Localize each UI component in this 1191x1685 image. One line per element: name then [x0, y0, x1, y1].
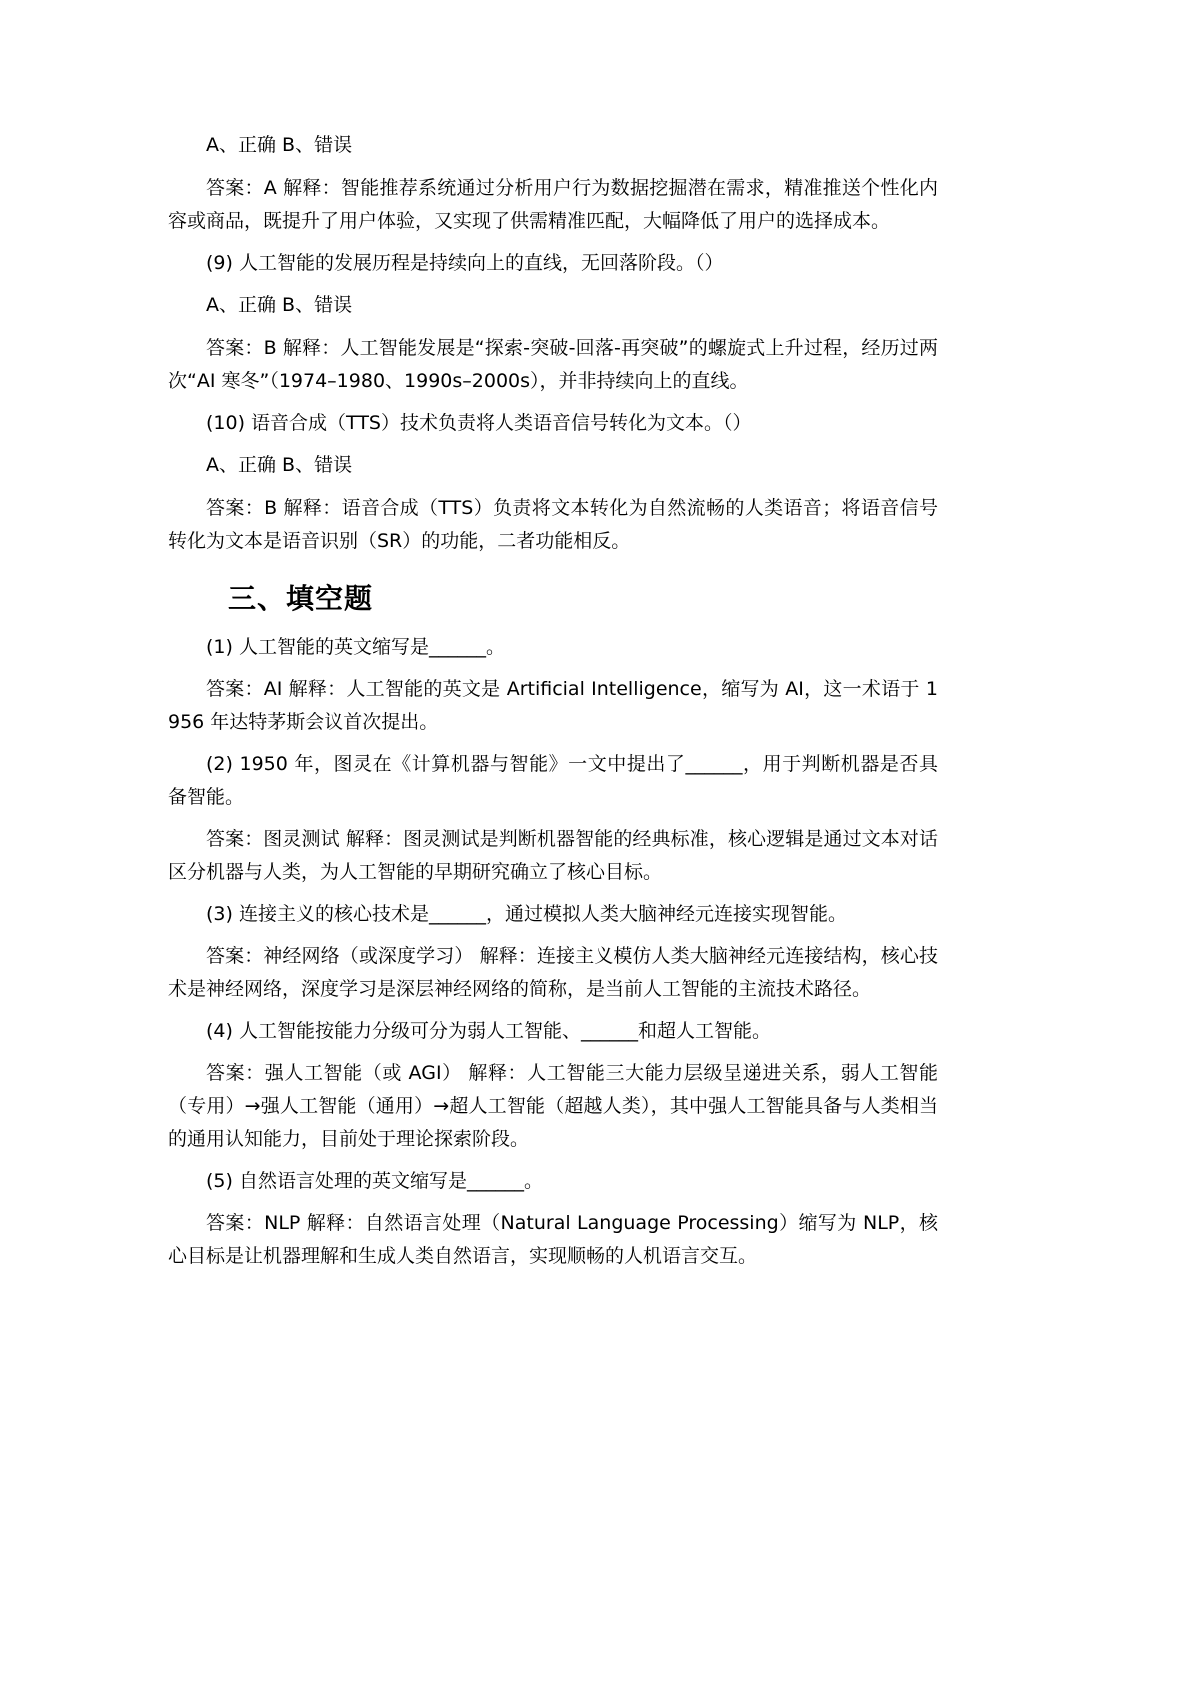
fill-question-1: (1) 人工智能的英文缩写是______。	[206, 636, 505, 658]
answer-explanation: 答案：AI 解释：人工智能的英文是 Artificial Intelligence，缩写为 AI，这一术语于 1956 年达特茅斯会议首次提出。	[168, 678, 938, 733]
answer-explanation: 答案：A 解释：智能推荐系统通过分析用户行为数据挖掘潜在需求，精准推送个性化内容或商品，既提升了用户体验，又实现了供需精准匹配，大幅降低了用户的选择成本。	[168, 177, 938, 232]
answer-explanation: 答案：图灵测试 解释：图灵测试是判断机器智能的经典标准，核心逻辑是通过文本对话区分机器与人类，为人工智能的早期研究确立了核心目标。	[168, 828, 938, 883]
answer-options: A、正确 B、错误	[206, 454, 353, 476]
answer-explanation: 答案：NLP 解释：自然语言处理（Natural Language Processing）缩写为 NLP，核心目标是让机器理解和生成人类自然语言，实现顺畅的人机语言交互。	[168, 1212, 938, 1267]
answer-explanation: 答案：神经网络（或深度学习） 解释：连接主义模仿人类大脑神经元连接结构，核心技术是神经网络，深度学习是深层神经网络的简称，是当前人工智能的主流技术路径。	[168, 945, 938, 1000]
section-heading: 三、填空题	[228, 582, 374, 615]
fill-question-2: (2) 1950 年，图灵在《计算机器与智能》一文中提出了______，用于判断机器是否具备智能。	[168, 753, 938, 808]
answer-options: A、正确 B、错误	[206, 294, 353, 316]
fill-question-3: (3) 连接主义的核心技术是______，通过模拟人类大脑神经元连接实现智能。	[206, 903, 847, 925]
answer-explanation: 答案：B 解释：语音合成（TTS）负责将文本转化为自然流畅的人类语音；将语音信号转化为文本是语音识别（SR）的功能，二者功能相反。	[168, 497, 938, 552]
page-content	[168, 129, 938, 1282]
answer-options: A、正确 B、错误	[206, 134, 353, 156]
question-9: (9) 人工智能的发展历程是持续向上的直线，无回落阶段。（）	[206, 252, 724, 274]
answer-explanation: 答案：强人工智能（或 AGI） 解释：人工智能三大能力层级呈递进关系，弱人工智能（专用）→强人工智能（通用）→超人工智能（超越人类），其中强人工智能具备与人类相当的通用认知能力，目前处于理论探索阶段。	[168, 1062, 938, 1150]
answer-explanation: 答案：B 解释：人工智能发展是“探索-突破-回落-再突破”的螺旋式上升过程，经历过两次“AI 寒冬”（1974–1980、1990s–2000s），并非持续向上的直线。	[168, 337, 938, 392]
question-10: (10) 语音合成（TTS）技术负责将人类语音信号转化为文本。（）	[206, 412, 752, 434]
fill-question-4: (4) 人工智能按能力分级可分为弱人工智能、______和超人工智能。	[206, 1020, 771, 1042]
fill-question-5: (5) 自然语言处理的英文缩写是______。	[206, 1170, 543, 1192]
